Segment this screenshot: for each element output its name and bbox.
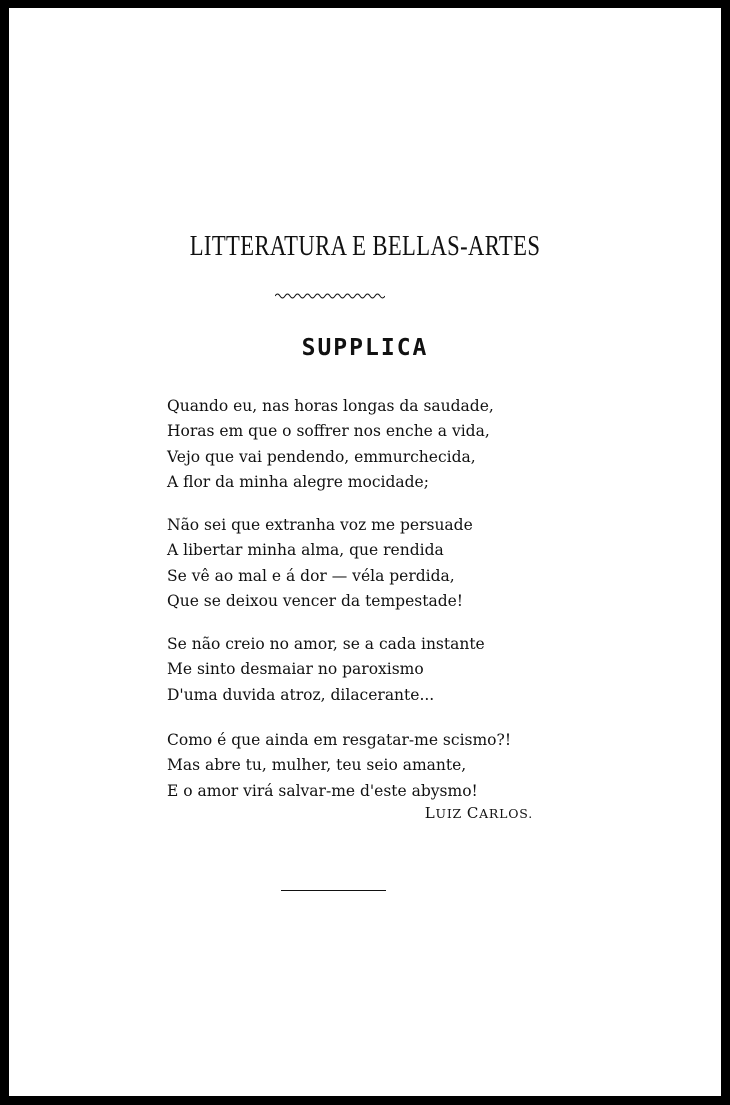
poem-line: Me sinto desmaiar no paroxismo: [167, 660, 424, 679]
author-last-initial: C: [466, 804, 480, 822]
poem-line: D'uma duvida atroz, dilacerante...: [167, 685, 435, 704]
closing-rule: [281, 890, 386, 891]
poem-line: Não sei que extranha voz me persuade: [167, 516, 473, 534]
wavy-ornament: [275, 292, 385, 300]
stanza-1: [167, 394, 494, 495]
stanza-3: [167, 632, 485, 708]
poem-line: Se vê ao mal e á dor — véla perdida,: [167, 566, 455, 585]
poem-line: Como é que ainda em resgatar-me scismo?!: [167, 731, 512, 749]
author-last-rest: ARLOS.: [479, 806, 533, 821]
poem-line: A libertar minha alma, que rendida: [167, 541, 444, 560]
author-first-initial: L: [424, 804, 436, 822]
poem-line: Se não creio no amor, se a cada instante: [167, 635, 485, 653]
poem-line: Vejo que vai pendendo, emmurchecida,: [167, 447, 476, 466]
poem-title: SUPPLICA: [301, 335, 429, 361]
poem-line: Que se deixou vencer da tempestade!: [167, 591, 464, 610]
document-page: [9, 8, 721, 1096]
stanza-4: [167, 728, 511, 804]
stanza-2: [167, 513, 473, 614]
poem-line: Horas em que o soffrer nos enche a vida,: [167, 422, 490, 441]
author-signature: [425, 804, 533, 822]
poem-line: A flor da minha alegre mocidade;: [167, 472, 429, 491]
section-title: LITTERATURA E BELLAS-ARTES: [189, 230, 541, 262]
poem-line: E o amor virá salvar-me d'este abysmo!: [167, 781, 478, 800]
author-first-rest: UIZ: [435, 806, 463, 821]
poem-line: Mas abre tu, mulher, teu seio amante,: [167, 756, 467, 775]
poem-line: Quando eu, nas horas longas da saudade,: [167, 397, 494, 415]
